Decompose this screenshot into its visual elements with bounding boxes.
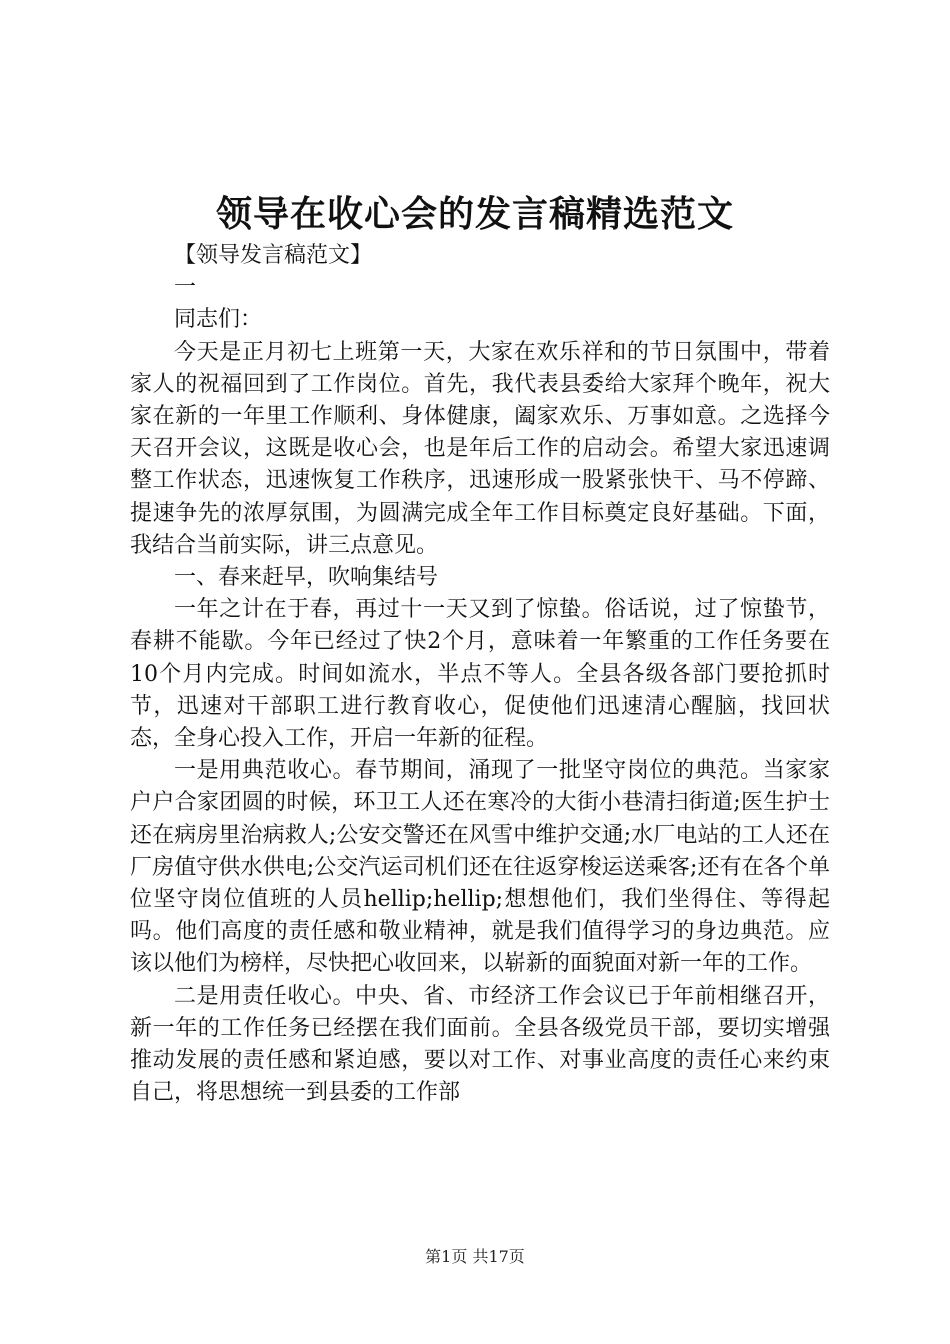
paragraph: 一年之计在于春，再过十一天又到了惊蛰。俗话说，过了惊蛰节，春耕不能歇。今年已经过了快2个月，意味着一年繁重的工作任务要在10个月内完成。时间如流水，半点不等人。全县各级各部门要抢抓时节，迅速对干部职工进行教育收心，促使他们迅速清心醒脑，找回状态，全身心投入工作，开启一年新的征程。: [130, 597, 830, 752]
paragraph: 二是用责任收心。中央、省、市经济工作会议已于年前相继召开，新一年的工作任务已经摆在我们面前。全县各级党员干部，要切实增强推动发展的责任感和紧迫感，要以对工作、对事业高度的责任心来约束自己，将思想统一到县委的工作部: [130, 983, 830, 1106]
paragraph: 今天是正月初七上班第一天，大家在欢乐祥和的节日氛围中，带着家人的祝福回到了工作岗位。首先，我代表县委给大家拜个晚年，祝大家在新的一年里工作顺利、身体健康，阖家欢乐、万事如意。之选择今天召开会议，这既是收心会，也是年后工作的启动会。希望大家迅速调整工作状态，迅速恢复工作秩序，迅速形成一股紧张快干、马不停蹄、提速争先的浓厚氛围，为圆满完成全年工作目标奠定良好基础。下面，我结合当前实际，讲三点意见。: [130, 339, 830, 558]
document-body: [130, 240, 830, 1109]
salutation: 同志们：: [174, 307, 263, 333]
paragraph: 一: [174, 275, 197, 301]
page-number-footer: 第1页 共17页: [425, 1247, 525, 1266]
document-title: 领导在收心会的发言稿精选范文: [215, 194, 734, 235]
paragraph: 一是用典范收心。春节期间，涌现了一批坚守岗位的典范。当家家户户合家团圆的时候，环卫工人还在寒冷的大街小巷清扫街道;医生护士还在病房里治病救人;公安交警还在风雪中维护交通;水厂电站的工人还在厂房值守供水供电;公交汽运司机们还在往返穿梭运送乘客;还有在各个单位坚守岗位值班的人员hellip;hellip;想想他们，我们坐得住、等得起吗。他们高度的责任感和敬业精神，就是我们值得学习的身边典范。应该以他们为榜样，尽快把心收回来，以崭新的面貌面对新一年的工作。: [130, 758, 830, 977]
section-heading: 【领导发言稿范文】: [174, 243, 373, 268]
section-heading: 一、春来赶早，吹响集结号: [174, 565, 439, 591]
